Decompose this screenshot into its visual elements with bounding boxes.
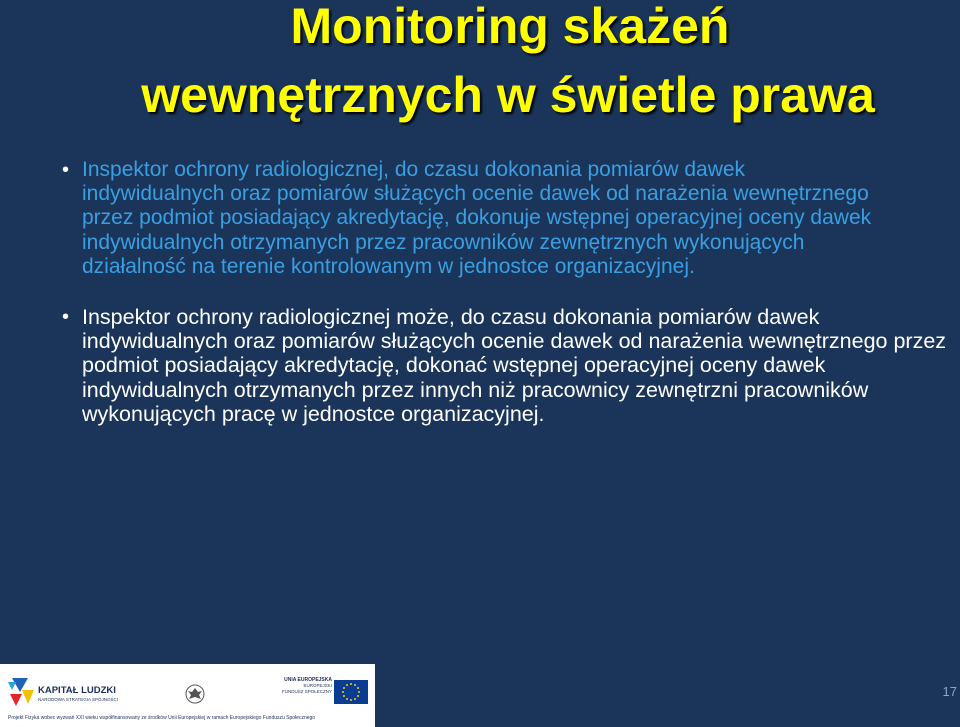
bullet-dot-icon: •	[62, 306, 70, 329]
eu-flag-icon	[334, 680, 368, 704]
eu-subtitle-line-2: FUNDUSZ SPOŁECZNY	[281, 688, 332, 694]
polish-eagle-emblem-icon	[184, 684, 206, 704]
kapital-ludzki-subtitle: NARODOWA STRATEGIA SPÓJNOŚCI	[38, 697, 119, 702]
kapital-ludzki-logo	[6, 672, 124, 712]
slide-title-line-2: wewnętrznych w świetle prawa	[141, 67, 875, 123]
bullet-text: Inspektor ochrony radiologicznej, do czasu dokonania pomiarów dawek indywidualnych oraz pomiarów służących ocenie dawek od narażenia wewnętrznego przez podmiot posiadający akredytację, dokonuje wstępnej operacyjnej oceny dawek indywidualnych otrzymanych przez pracowników zewnętrznych wykonujących działalność na terenie kontrolowanym w jednostce organizacyjnej.	[82, 158, 872, 278]
eu-subtitle-line-1: EUROPEJSKI	[303, 683, 332, 688]
footer-logo-bar	[0, 664, 375, 727]
bullet-item	[0, 305, 960, 426]
kapital-ludzki-title: KAPITAŁ LUDZKI	[38, 685, 116, 696]
bullet-text: Inspektor ochrony radiologicznej może, do czasu dokonania pomiarów dawek indywidualnych oraz pomiarów służących ocenie dawek od narażenia wewnętrznego przez podmiot posiadający akredytację, dokonać wstępnej operacyjnej oceny dawek indywidualnych otrzymanych przez innych niż pracownicy zewnętrzni pracowników wykonujących pracę w jednostce organizacyjnej.	[82, 305, 947, 426]
slide-title-line-1: Monitoring skażeń	[290, 0, 730, 54]
footer-funding-note: Projekt Fizyka wobec wyzwań XXI wieku współfinansowany ze środków Unii Europejskiej w ramach Europejskiego Funduszu Społecznego	[8, 715, 316, 721]
eu-label	[277, 677, 332, 694]
bullet-dot-icon: •	[62, 159, 70, 181]
bullet-item	[0, 158, 960, 279]
kapital-ludzki-logo-icon	[8, 676, 36, 710]
slide-title	[0, 0, 960, 130]
bullet-list	[0, 158, 960, 426]
page-number: 17	[942, 684, 957, 699]
eu-title: UNIA EUROPEJSKA	[284, 677, 332, 683]
